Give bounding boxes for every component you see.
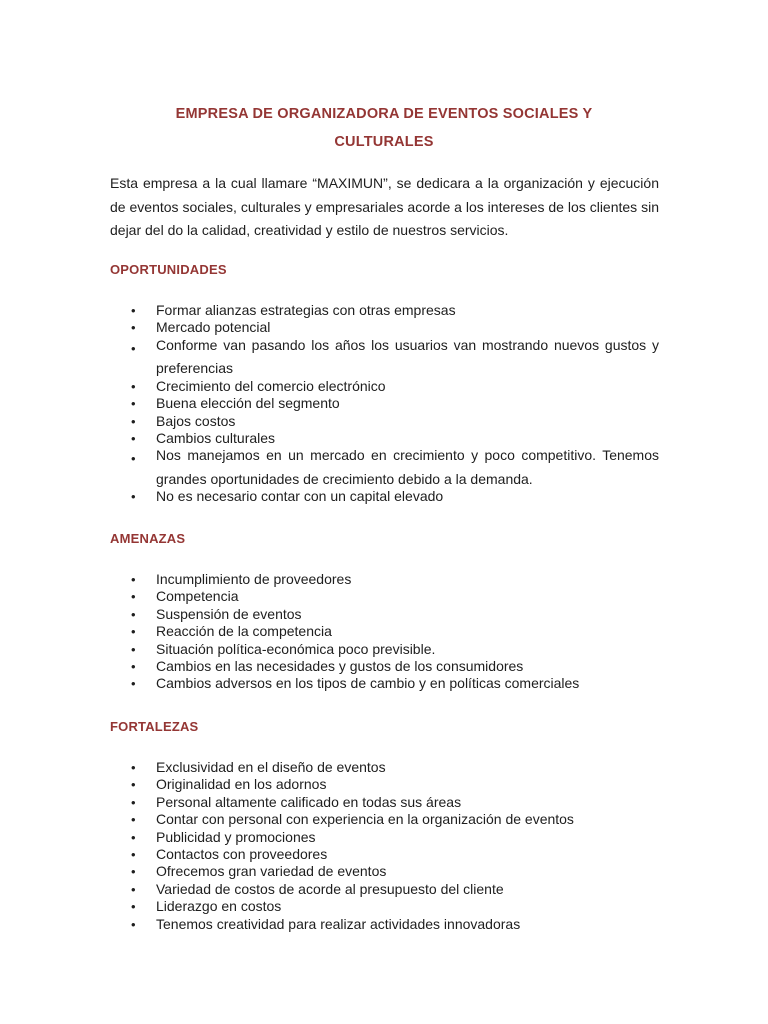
bullet-icon: •	[131, 881, 136, 897]
document-title	[110, 100, 658, 156]
bullet-icon: •	[131, 916, 136, 932]
heading-fortalezas: FORTALEZAS	[110, 719, 199, 734]
bullet-icon: •	[131, 812, 136, 828]
list-item: • Liderazgo en costos	[131, 898, 282, 915]
list-amenazas	[110, 571, 659, 693]
bullet-icon: •	[131, 396, 136, 412]
list-item: • Originalidad en los adornos	[131, 776, 327, 793]
bullet-icon: •	[131, 320, 136, 336]
bullet-icon: •	[131, 606, 136, 622]
title-line-1: EMPRESA DE ORGANIZADORA DE EVENTOS SOCIALES Y	[175, 106, 593, 122]
heading-amenazas: AMENAZAS	[110, 531, 186, 546]
list-item: • Situación política-económica poco previsible.	[131, 640, 436, 657]
list-item: • No es necesario contar con un capital elevado	[131, 488, 444, 505]
bullet-icon: •	[131, 572, 136, 587]
list-item: • Contactos con proveedores	[131, 846, 328, 863]
list-item: • Suspensión de eventos	[131, 605, 302, 622]
bullet-icon: •	[131, 641, 136, 657]
list-oportunidades	[110, 302, 659, 506]
bullet-icon: •	[131, 624, 136, 640]
intro-paragraph: Esta empresa a la cual llamare “MAXIMUN”, se dedicara a la organización y ejecución de eventos sociales, culturales y empresariales acorde a los intereses de los clientes sin dejar del do la calidad, creatividad y estilo de nuestros servicios.	[110, 175, 659, 238]
list-fortalezas	[110, 759, 659, 933]
bullet-icon: •	[131, 413, 136, 429]
bullet-icon: •	[131, 451, 136, 467]
title-line-2: CULTURALES	[334, 134, 434, 150]
bullet-icon: •	[131, 340, 136, 356]
list-item: • Mercado potencial	[131, 319, 271, 336]
bullet-icon: •	[131, 489, 136, 505]
list-item: • Personal altamente calificado en todas sus áreas	[131, 793, 462, 810]
list-item: • Buena elección del segmento	[131, 395, 340, 412]
bullet-icon: •	[131, 303, 136, 318]
list-item: • Nos manejamos en un mercado en crecimiento y poco competitivo. Tenemos grandes oportunidades de crecimiento debido a la demanda.	[131, 447, 659, 487]
list-item: • Bajos costos	[131, 412, 236, 429]
list-item: • Competencia	[131, 588, 239, 605]
list-item: • Publicidad y promociones	[131, 828, 316, 845]
heading-oportunidades: OPORTUNIDADES	[110, 262, 227, 277]
bullet-icon: •	[131, 899, 136, 915]
list-item: • Cambios en las necesidades y gustos de los consumidores	[131, 658, 524, 675]
list-item: • Formar alianzas estrategias con otras empresas	[131, 302, 456, 318]
bullet-icon: •	[131, 829, 136, 845]
bullet-icon: •	[131, 589, 136, 605]
list-item: • Contar con personal con experiencia en la organización de eventos	[131, 811, 574, 828]
list-item: • Cambios culturales	[131, 430, 276, 447]
bullet-icon: •	[131, 847, 136, 863]
bullet-icon: •	[131, 794, 136, 810]
list-item: • Incumplimiento de proveedores	[131, 571, 352, 587]
list-item: • Crecimiento del comercio electrónico	[131, 377, 386, 394]
list-item: • Ofrecemos gran variedad de eventos	[131, 863, 387, 880]
bullet-icon: •	[131, 378, 136, 394]
list-item: • Reacción de la competencia	[131, 623, 332, 640]
bullet-icon: •	[131, 659, 136, 675]
list-item: • Variedad de costos de acorde al presupuesto del cliente	[131, 880, 504, 897]
list-item: • Tenemos creatividad para realizar actividades innovadoras	[131, 915, 521, 932]
bullet-icon: •	[131, 864, 136, 880]
list-item: • Conforme van pasando los años los usuarios van mostrando nuevos gustos y preferencias	[131, 336, 659, 377]
bullet-icon: •	[131, 777, 136, 793]
list-item: • Exclusividad en el diseño de eventos	[131, 759, 386, 775]
list-item: • Cambios adversos en los tipos de cambio y en políticas comerciales	[131, 675, 580, 692]
bullet-icon: •	[131, 760, 136, 775]
bullet-icon: •	[131, 431, 136, 447]
bullet-icon: •	[131, 676, 136, 692]
